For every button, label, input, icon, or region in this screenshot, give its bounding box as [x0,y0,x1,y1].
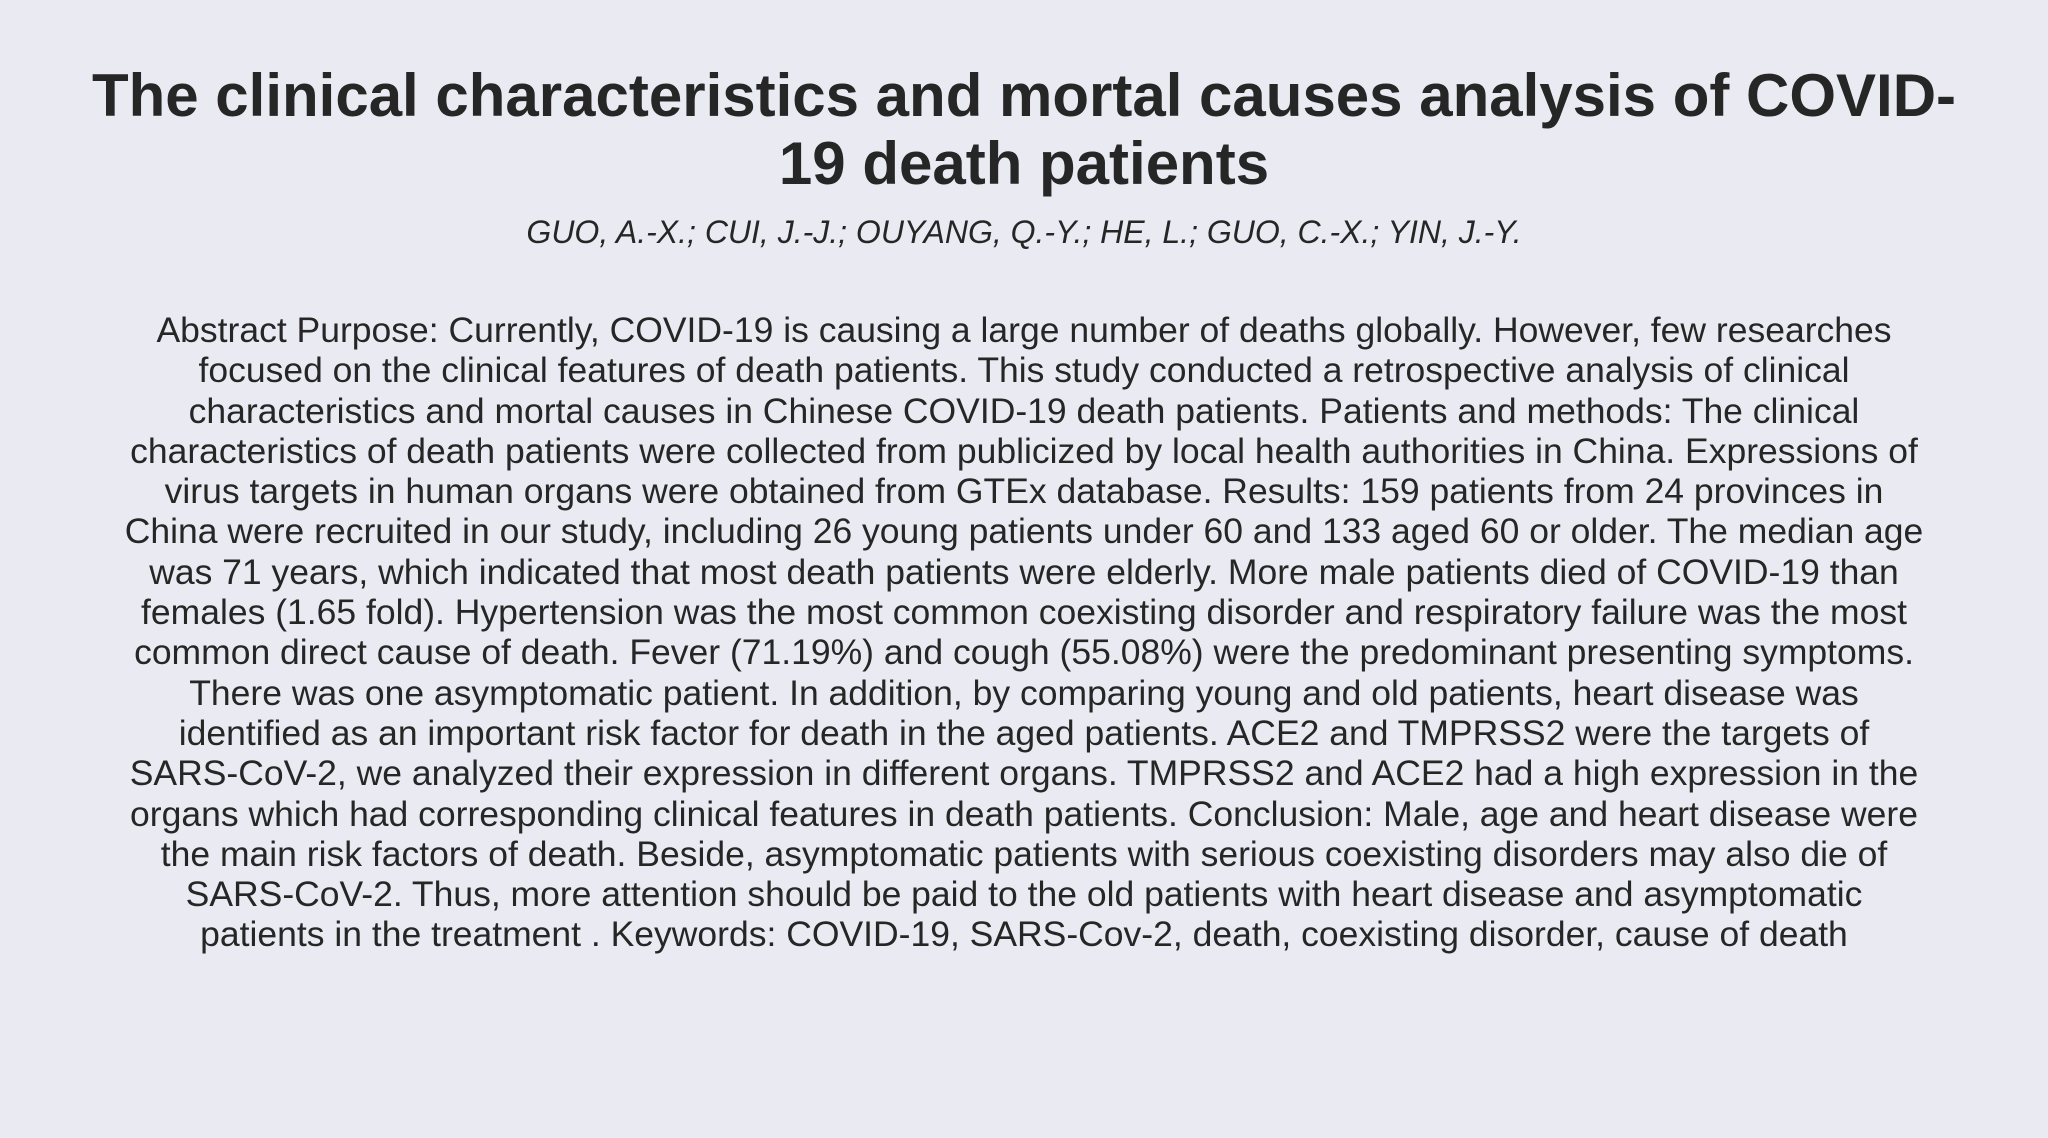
paper-title: The clinical characteristics and mortal causes analysis of COVID-19 death patients [91,62,1957,197]
paper-authors: GUO, A.-X.; CUI, J.-J.; OUYANG, Q.-Y.; HE, L.; GUO, C.-X.; YIN, J.-Y. [526,214,1522,250]
paper-abstract: Abstract Purpose: Currently, COVID-19 is causing a large number of deaths globally. However, few researches focused on the clinical features of death patients. This study conducted a retrospective analysis of clinical characteristics and mortal causes in Chinese COVID-19 death patients. Patients and methods: The clinical characteristics of death patients were collected from publicized by local health authorities in China. Expressions of virus targets in human organs were obtained from GTEx database. Results: 159 patients from 24 provinces in China were recruited in our study, including 26 young patients under 60 and 133 aged 60 or older. The median age was 71 years, which indicated that most death patients were elderly. More male patients died of COVID-19 than females (1.65 fold). Hypertension was the most common coexisting disorder and respiratory failure was the most common direct cause of death. Fever (71.19%) and cough (55.08%) were the predominant presenting symptoms. There was one asymptomatic patient. In addition, by comparing young and old patients, heart disease was identified as an important risk factor for death in the aged patients. ACE2 and TMPRSS2 were the targets of SARS-CoV-2, we analyzed their expression in different organs. TMPRSS2 and ACE2 had a high expression in the organs which had corresponding clinical features in death patients. Conclusion: Male, age and heart disease were the main risk factors of death. Beside, asymptomatic patients with serious coexisting disorders may also die of SARS-CoV-2. Thus, more attention should be paid to the old patients with heart disease and asymptomatic patients in the treatment . Keywords: COVID-19, SARS-Cov-2, death, coexisting disorder, cause of death [124,310,1924,955]
